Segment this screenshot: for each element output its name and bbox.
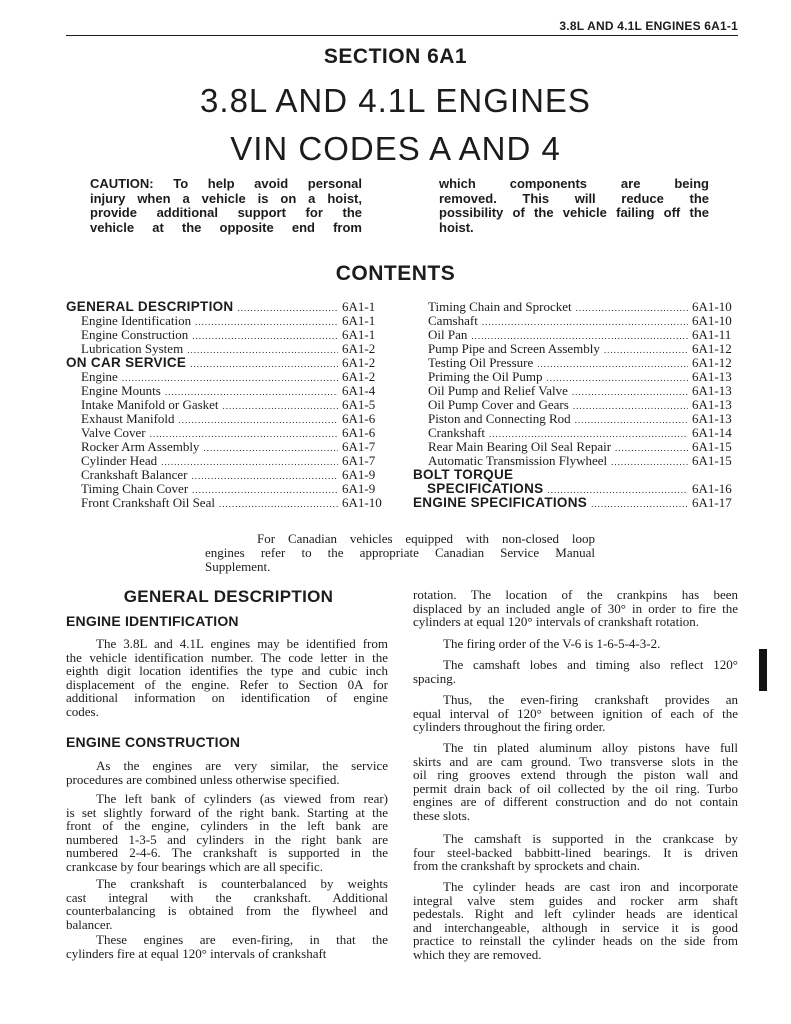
paragraph-line: pedestals. Right and left cylinder heads are identical: [413, 906, 738, 922]
toc-entry-label: Testing Oil Pressure: [428, 355, 534, 370]
toc-leader-dots: [575, 413, 688, 427]
toc-entry-label: Timing Chain and Sprocket: [428, 299, 572, 314]
caution-line: possibility of the vehicle failing off the: [439, 205, 709, 220]
toc-entry-page: 6A1-7: [342, 453, 376, 468]
toc-leader-dots: [611, 455, 688, 469]
engine-construction-paragraph-1: [66, 759, 388, 786]
toc-entry: [413, 440, 738, 454]
toc-entry: [413, 314, 738, 328]
toc-entry: [66, 482, 388, 496]
paragraph-line: The camshaft is supported in the crankcase by: [443, 831, 738, 846]
toc-entry-label: Camshaft: [428, 313, 478, 328]
toc-left-column: [66, 300, 388, 510]
toc-leader-dots: [576, 301, 688, 315]
paragraph-line: balancer.: [66, 916, 113, 932]
toc-entry: [66, 356, 388, 370]
paragraph-line: These engines are even-firing, in that the: [96, 932, 388, 947]
toc-entry-page: 6A1-10: [342, 495, 382, 510]
toc-entry: [66, 342, 388, 356]
paragraph-line: front of the engine, cylinders in the left bank are: [66, 818, 388, 834]
paragraph-line: rotation. The location of the crankpins has been: [413, 587, 738, 602]
toc-entry-label: Rear Main Bearing Oil Seal Repair: [428, 439, 612, 454]
caution-line: vehicle at the opposite end from: [90, 219, 362, 235]
toc-entry: [413, 342, 738, 356]
toc-entry-page: 6A1-10: [692, 299, 732, 314]
paragraph-line: oil ring grooves extend through the piston wall and: [413, 767, 738, 783]
toc-entry-page: 6A1-13: [692, 397, 732, 412]
paragraph-line: the vehicle identification number. The code letter in the: [66, 649, 388, 665]
paragraph-line: these slots.: [413, 807, 471, 823]
paragraph-line: which they are removed.: [413, 946, 542, 962]
toc-entry-page: 6A1-2: [342, 355, 376, 370]
toc-entry: [413, 426, 738, 440]
toc-entry-label: BOLT TORQUE: [413, 467, 514, 482]
paragraph-line: The firing order of the V-6 is 1-6-5-4-3-2.: [443, 636, 661, 651]
toc-leader-dots: [219, 497, 338, 511]
cylinder-heads-paragraph: [413, 880, 738, 962]
toc-entry-page: 6A1-1: [342, 313, 376, 328]
toc-entry: [66, 454, 388, 468]
revision-marker-bar: [759, 649, 767, 691]
toc-entry-page: 6A1-9: [342, 481, 376, 496]
toc-leader-dots: [237, 301, 338, 315]
paragraph-line: is set slightly forward of the right bank. Starting at the: [66, 804, 388, 820]
paragraph-line: spacing.: [413, 670, 456, 686]
paragraph-line: The cylinder heads are cast iron and incorporate: [443, 879, 738, 894]
toc-entry: [66, 398, 388, 412]
paragraph-line: cylinders throughout the firing order.: [413, 719, 606, 735]
toc-entry: [413, 356, 738, 370]
running-head: 3.8L AND 4.1L ENGINES 6A1-1: [559, 19, 738, 33]
toc-entry-label: Valve Cover: [81, 425, 146, 440]
toc-entry-page: 6A1-2: [342, 341, 376, 356]
toc-entry-page: 6A1-1: [342, 327, 376, 342]
engine-identification-paragraph: [66, 637, 388, 719]
toc-entry-label: Exhaust Manifold: [81, 411, 175, 426]
toc-entry-page: 6A1-15: [692, 439, 732, 454]
toc-entry-page: 6A1-11: [692, 327, 732, 342]
paragraph-line: numbered 2-4-6. The crankshaft is supported in the: [66, 845, 388, 861]
caution-line: removed. This will reduce the: [439, 190, 709, 206]
toc-leader-dots: [573, 399, 688, 413]
toc-leader-dots: [203, 441, 338, 455]
paragraph-line: cast integral with the crankshaft. Additional: [66, 889, 388, 905]
caution-line: which components are being: [439, 176, 709, 191]
toc-entry-page: 6A1-13: [692, 369, 732, 384]
toc-entry-page: 6A1-16: [692, 481, 732, 496]
section-label: SECTION 6A1: [323, 45, 468, 68]
caution-line: hoist.: [439, 219, 474, 235]
engine-construction-paragraph-4: [66, 933, 388, 960]
toc-entry: [413, 300, 738, 314]
paragraph-line: numbered 1-3-5 and cylinders in the right bank are: [66, 831, 388, 847]
paragraph-line: The tin plated aluminum alloy pistons have full: [443, 740, 738, 755]
toc-leader-dots: [179, 413, 338, 427]
toc-entry-page: 6A1-7: [342, 439, 376, 454]
firing-order-paragraph: [413, 637, 738, 651]
toc-entry-label: Lubrication System: [81, 341, 184, 356]
paragraph-line: cylinders at equal 120° intervals of crankshaft rotation.: [413, 614, 700, 630]
paragraph-line: from the crankshaft by sprockets and chain.: [413, 858, 641, 874]
paragraph-line: counterbalancing is obtained from the flywheel and: [66, 903, 388, 919]
toc-right-column: [413, 300, 738, 510]
toc-leader-dots: [537, 357, 688, 371]
toc-entry-label: Engine: [81, 369, 118, 384]
caution-line: provide additional support for the: [90, 205, 362, 220]
toc-entry-page: 6A1-4: [342, 383, 376, 398]
camshaft-paragraph: [413, 832, 738, 873]
paragraph-line: skirts and are cam ground. Two transverse slots in the: [413, 753, 738, 769]
toc-leader-dots: [187, 343, 338, 357]
toc-entry: [66, 496, 388, 510]
toc-entry-label: Automatic Transmission Flywheel: [428, 453, 608, 468]
toc-entry: [413, 412, 738, 426]
toc-entry: [66, 412, 388, 426]
toc-entry: [413, 384, 738, 398]
toc-entry-label: SPECIFICATIONS: [427, 481, 544, 496]
toc-entry: [413, 482, 738, 496]
paragraph-line: cylinders fire at equal 120° intervals of crankshaft: [66, 945, 327, 961]
paragraph-line: displacement of the engine. Refer to Section 0A for: [66, 676, 388, 692]
paragraph-line: The left bank of cylinders (as viewed from rear): [96, 791, 388, 806]
toc-entry: [413, 370, 738, 384]
toc-entry: [66, 300, 388, 314]
toc-entry: [66, 314, 388, 328]
paragraph-line: integral valve stem guides and rocker arm shaft: [413, 892, 738, 908]
toc-entry-label: Engine Mounts: [81, 383, 161, 398]
toc-entry-page: 6A1-12: [692, 355, 732, 370]
toc-entry: [413, 468, 738, 482]
paragraph-line: practice to reinstall the cylinder heads on the side from: [413, 933, 738, 949]
toc-entry-label: Oil Pan: [428, 327, 468, 342]
engine-construction-paragraph-3: [66, 877, 388, 931]
toc-entry: [66, 440, 388, 454]
toc-entry-page: 6A1-12: [692, 341, 732, 356]
pistons-paragraph: [413, 741, 738, 823]
toc-entry-page: 6A1-5: [342, 397, 376, 412]
paragraph-line: eighth digit location identifies the type and cubic inch: [66, 663, 388, 679]
toc-entry: [66, 468, 388, 482]
toc-leader-dots: [482, 315, 688, 329]
toc-entry-label: Timing Chain Cover: [81, 481, 189, 496]
toc-entry-label: Oil Pump and Relief Valve: [428, 383, 568, 398]
toc-entry-label: Piston and Connecting Rod: [428, 411, 571, 426]
toc-entry-label: Cylinder Head: [81, 453, 158, 468]
toc-entry-page: 6A1-1: [342, 299, 376, 314]
toc-entry-page: 6A1-6: [342, 425, 376, 440]
toc-leader-dots: [190, 357, 338, 371]
toc-entry: [66, 384, 388, 398]
toc-entry-label: Intake Manifold or Gasket: [81, 397, 219, 412]
toc-entry-label: Crankshaft: [428, 425, 486, 440]
toc-entry-label: Priming the Oil Pump: [428, 369, 543, 384]
paragraph-line: As the engines are very similar, the service: [96, 758, 388, 773]
toc-entry-page: 6A1-6: [342, 411, 376, 426]
caution-right-column: [439, 177, 709, 235]
toc-entry: [413, 398, 738, 412]
toc-entry-page: 6A1-13: [692, 411, 732, 426]
toc-entry-label: Rocker Arm Assembly: [81, 439, 200, 454]
paragraph-line: crankcase by four bearings which are all specific.: [66, 858, 323, 874]
paragraph-line: engines are of different construction and do not contain: [413, 794, 738, 810]
toc-leader-dots: [223, 399, 338, 413]
toc-leader-dots: [591, 497, 688, 511]
toc-entry-label: Front Crankshaft Oil Seal: [81, 495, 215, 510]
paragraph-line: and interchangeable, although in service it is good: [413, 919, 738, 935]
toc-entry-label: Engine Construction: [81, 327, 189, 342]
caution-left-column: [90, 177, 362, 235]
toc-entry: [413, 454, 738, 468]
note-line: Supplement.: [205, 559, 271, 574]
paragraph-line: The 3.8L and 4.1L engines may be identified from: [96, 636, 388, 651]
toc-entry-label: ENGINE SPECIFICATIONS: [413, 495, 588, 510]
toc-entry: [66, 426, 388, 440]
toc-entry-page: 6A1-14: [692, 425, 732, 440]
paragraph-line: codes.: [66, 703, 99, 719]
engine-construction-paragraph-2: [66, 792, 388, 874]
toc-leader-dots: [604, 343, 688, 357]
paragraph-line: additional information on identification of engine: [66, 690, 388, 706]
toc-entry-label: ON CAR SERVICE: [66, 355, 187, 370]
paragraph-line: displaced by an included angle of 30° in order to fire the: [413, 600, 738, 616]
toc-leader-dots: [615, 441, 688, 455]
paragraph-line: The camshaft lobes and timing also reflect 120°: [443, 657, 738, 672]
toc-entry: [66, 370, 388, 384]
toc-entry-label: Pump Pipe and Screen Assembly: [428, 341, 600, 356]
toc-entry: [66, 328, 388, 342]
camshaft-lobes-paragraph: [413, 658, 738, 685]
even-firing-paragraph: [413, 693, 738, 734]
toc-entry-label: Oil Pump Cover and Gears: [428, 397, 569, 412]
toc-entry-label: GENERAL DESCRIPTION: [66, 299, 234, 314]
toc-entry-page: 6A1-13: [692, 383, 732, 398]
toc-entry-page: 6A1-9: [342, 467, 376, 482]
toc-entry-label: Engine Identification: [81, 313, 192, 328]
toc-entry-page: 6A1-2: [342, 369, 376, 384]
toc-entry-page: 6A1-15: [692, 453, 732, 468]
toc-entry: [413, 328, 738, 342]
paragraph-line: Thus, the even-firing crankshaft provides an: [443, 692, 738, 707]
toc-entry-page: 6A1-17: [692, 495, 732, 510]
toc-entry-page: 6A1-10: [692, 313, 732, 328]
toc-leader-dots: [161, 455, 338, 469]
caution-line: CAUTION: To help avoid personal: [90, 176, 362, 191]
note-line: engines refer to the appropriate Canadian Service Manual: [205, 545, 595, 560]
toc-leader-dots: [192, 329, 338, 343]
page-title-line-2: VIN CODES A AND 4: [230, 130, 561, 167]
toc-leader-dots: [191, 469, 338, 483]
paragraph-line: four steel-backed babbitt-lined bearings. It is driven: [413, 844, 738, 860]
paragraph-line: The crankshaft is counterbalanced by weights: [96, 876, 388, 891]
toc-leader-dots: [195, 315, 338, 329]
canadian-note: [205, 532, 595, 574]
engine-construction-heading: ENGINE CONSTRUCTION: [66, 734, 241, 750]
note-line: For Canadian vehicles equipped with non-closed loop: [257, 531, 595, 546]
paragraph-line: procedures are combined unless otherwise specified.: [66, 771, 340, 787]
toc-entry: [413, 496, 738, 510]
caution-line: injury when a vehicle is on a hoist,: [90, 190, 362, 206]
header-rule: [66, 35, 738, 36]
general-description-heading: GENERAL DESCRIPTION: [123, 587, 334, 606]
toc-leader-dots: [572, 385, 688, 399]
paragraph-line: equal interval of 120° between ignition of each of the: [413, 705, 738, 721]
toc-entry-label: Crankshaft Balancer: [81, 467, 188, 482]
contents-heading: CONTENTS: [335, 262, 456, 285]
rotation-paragraph: [413, 588, 738, 629]
paragraph-line: permit drain back of oil collected by the oil ring. Turbo: [413, 780, 738, 796]
engine-identification-heading: ENGINE IDENTIFICATION: [66, 613, 239, 629]
page-title-line-1: 3.8L AND 4.1L ENGINES: [200, 82, 591, 119]
